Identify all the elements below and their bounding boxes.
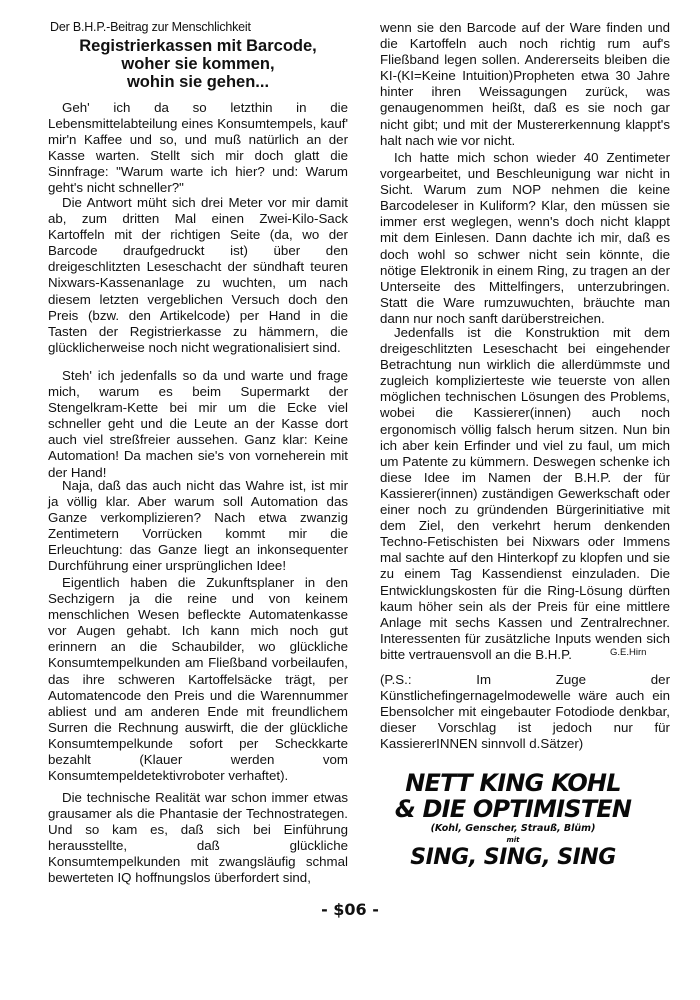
postscript: (P.S.: Im Zuge der Künstlichefingernagelmodewelle wäre auch ein Ebensolcher mit eingebauter Fotodiode denkbar, dieser Vorschlag ist jedoch nur für KassiererINNEN sinnvoll d.Sätzer) — [380, 672, 670, 752]
article-title — [48, 37, 348, 91]
ad-mit: mit — [506, 836, 520, 844]
paragraph: Geh' ich da so letzthin in die Lebensmittelabteilung eines Konsumtempels, kauf' mir'n Kaffee und so, und muß natürlich an der Kasse warten. Stellt sich mir doch glatt die Sinnfrage: "Warum warte ich hier? und: Warum geht's nicht schneller?" — [48, 100, 348, 196]
paragraph: Jedenfalls ist die Konstruktion mit dem dreigeschlitzten Leseschacht bei eingehender Betrachtung nun wirklich die allerdümmste und zugleich komplizierteste wie teuerste von allen möglichen technischen Lösungen des Problems, wobei die Kassierer(innen) auch noch ergonomisch völlig falsch herum sitzen. Nun bin ich aber kein Erfinder und viel zu faul, um mich um Patente zu kümmern. Deswegen schenke ich diese Idee im Namen der B.H.P. der für Kassierer(innen) zuständigen Gewerkschaft oder einer noch zu gründenden Bürgerinitiative mit dem Ziel, den verkehrt herum denkenden Techno-Fetischisten bei Nixwars oder Immens mal sachte auf den Hinterkopf zu klopfen und sie zu einem Tag Kassendienst einzuladen. Die Entwicklungskosten für die Ring-Lösung dürften kaum höher sein als der Preis für eine mittlere Anlage mit sechs Kassen und Zentralrechner. Interessenten für zusätzliche Inputs wenden sich bitte vertrauensvoll an die B.H.P. — [380, 325, 670, 662]
title-line: woher sie kommen, — [121, 55, 275, 73]
signature: G.E.Hirn — [610, 647, 647, 658]
ad-line-2: & DIE OPTIMISTEN — [394, 795, 632, 823]
paragraph: Die technische Realität war schon immer etwas grausamer als die Phantasie der Technostrategen. Und so kam es, daß sich bei Einführung herausstellte, daß glückliche Konsumtempelkunden mit zwangsläufig schmal bewerteten IQ hoffnungslos überfordert sind, — [48, 790, 348, 886]
page-number: - $06 - — [321, 900, 379, 919]
paragraph: wenn sie den Barcode auf der Ware finden und die Kartoffeln auch noch richtig rum auf's Fließband legen sollen. Andererseits bleiben die KI-(KI=Keine Intuition)Propheten etwa 30 Jahre hinter ihren Weissagungen zurück, was genaugenommen heißt, daß es sie noch gar nicht gibt; und mit der Mustererkennung klappt's halt nach wie vor nicht. — [380, 20, 670, 148]
title-line: Registrierkassen mit Barcode, — [79, 37, 317, 55]
paragraph: Die Antwort müht sich drei Meter vor mir damit ab, zum dritten Mal einen Zwei-Kilo-Sack Kartoffeln mit der richtigen Seite (da, wo der Barcode draufgedruckt ist) über den dreigeschlitzten Leseschacht der sündhaft teuren Nixwars-Kassenanlage zu wuchten, um nach diesem letzten vergeblichen Versuch doch den Preis (bzw. den Artikelcode) per Hand in die Tasten der Registrierkasse zu hämmern, die glücklicherweise noch nicht wegrationalisiert sind. — [48, 195, 348, 355]
paragraph: Ich hatte mich schon wieder 40 Zentimeter vorgearbeitet, und Beschleunigung war nicht in Sicht. Warum zum NOP nehmen die keine Barcodeleser in Kuliform? Klar, den müssen sie immer erst weglegen, wenn's doch nicht klappt mit dem Einlesen. Dann dachte ich mir, daß es doch wohl so schwer nicht sein könnte, die nötige Elektronik in einem Ring, zu tragen an der Unterseite des Mittelfingers, unterzubringen. Statt die Ware rumzuwuchten, bräuchte man dann nur noch sanft darüberstreichen. — [380, 150, 670, 326]
article-kicker: Der B.H.P.-Beitrag zur Menschlichkeit — [50, 20, 251, 34]
paragraph-with-signature — [380, 325, 670, 663]
title-line: wohin sie gehen... — [126, 73, 270, 91]
paragraph: Eigentlich haben die Zukunftsplaner in den Sechzigern ja die reine und von keinem menschlichen Wesen befleckte Automatenkasse vor Augen gehabt. Ich kann mich noch gut erinnern an die Schaubilder, wo glückliche Konsumtempelkunden am Fließband vorbeilaufen, das ihre schweren Kartoffelsäcke trägt, per Automatencode den Preis und die Warennummer abliest und am anderen Ende mit freundlichem Surren die Rechnung auswirft, die der glückliche Konsumtempelkunde sofort per Scheckkarte bezahlt (Klauer werden vom Konsumtempeldetektivroboter verhaftet). — [48, 575, 348, 784]
ad-line-3: SING, SING, SING — [410, 845, 616, 870]
advertisement — [388, 770, 638, 871]
paragraph: Steh' ich jedenfalls so da und warte und frage mich, warum es beim Supermarkt der Stengelkram-Kette bei mir um die Ecke viel schneller geht und die Leute an der Kasse dort auch viel streßfreier aussehen. Ganz klar: Keine Automation! Da machen sie's von vorneherein mit der Hand! — [48, 368, 348, 480]
paragraph: Naja, daß das auch nicht das Wahre ist, ist mir ja völlig klar. Aber warum soll Automation das Ganze verkomplizieren? Nach etwa zwanzig Zentimetern Vorrücken kommt mir die Erleuchtung: das Ganze liegt an inkonsequenter Durchführung einer ursprünglichen Idee! — [48, 478, 348, 574]
ad-line-1: NETT KING KOHL — [405, 769, 621, 797]
ad-subline: (Kohl, Genscher, Strauß, Blüm) — [430, 823, 596, 834]
